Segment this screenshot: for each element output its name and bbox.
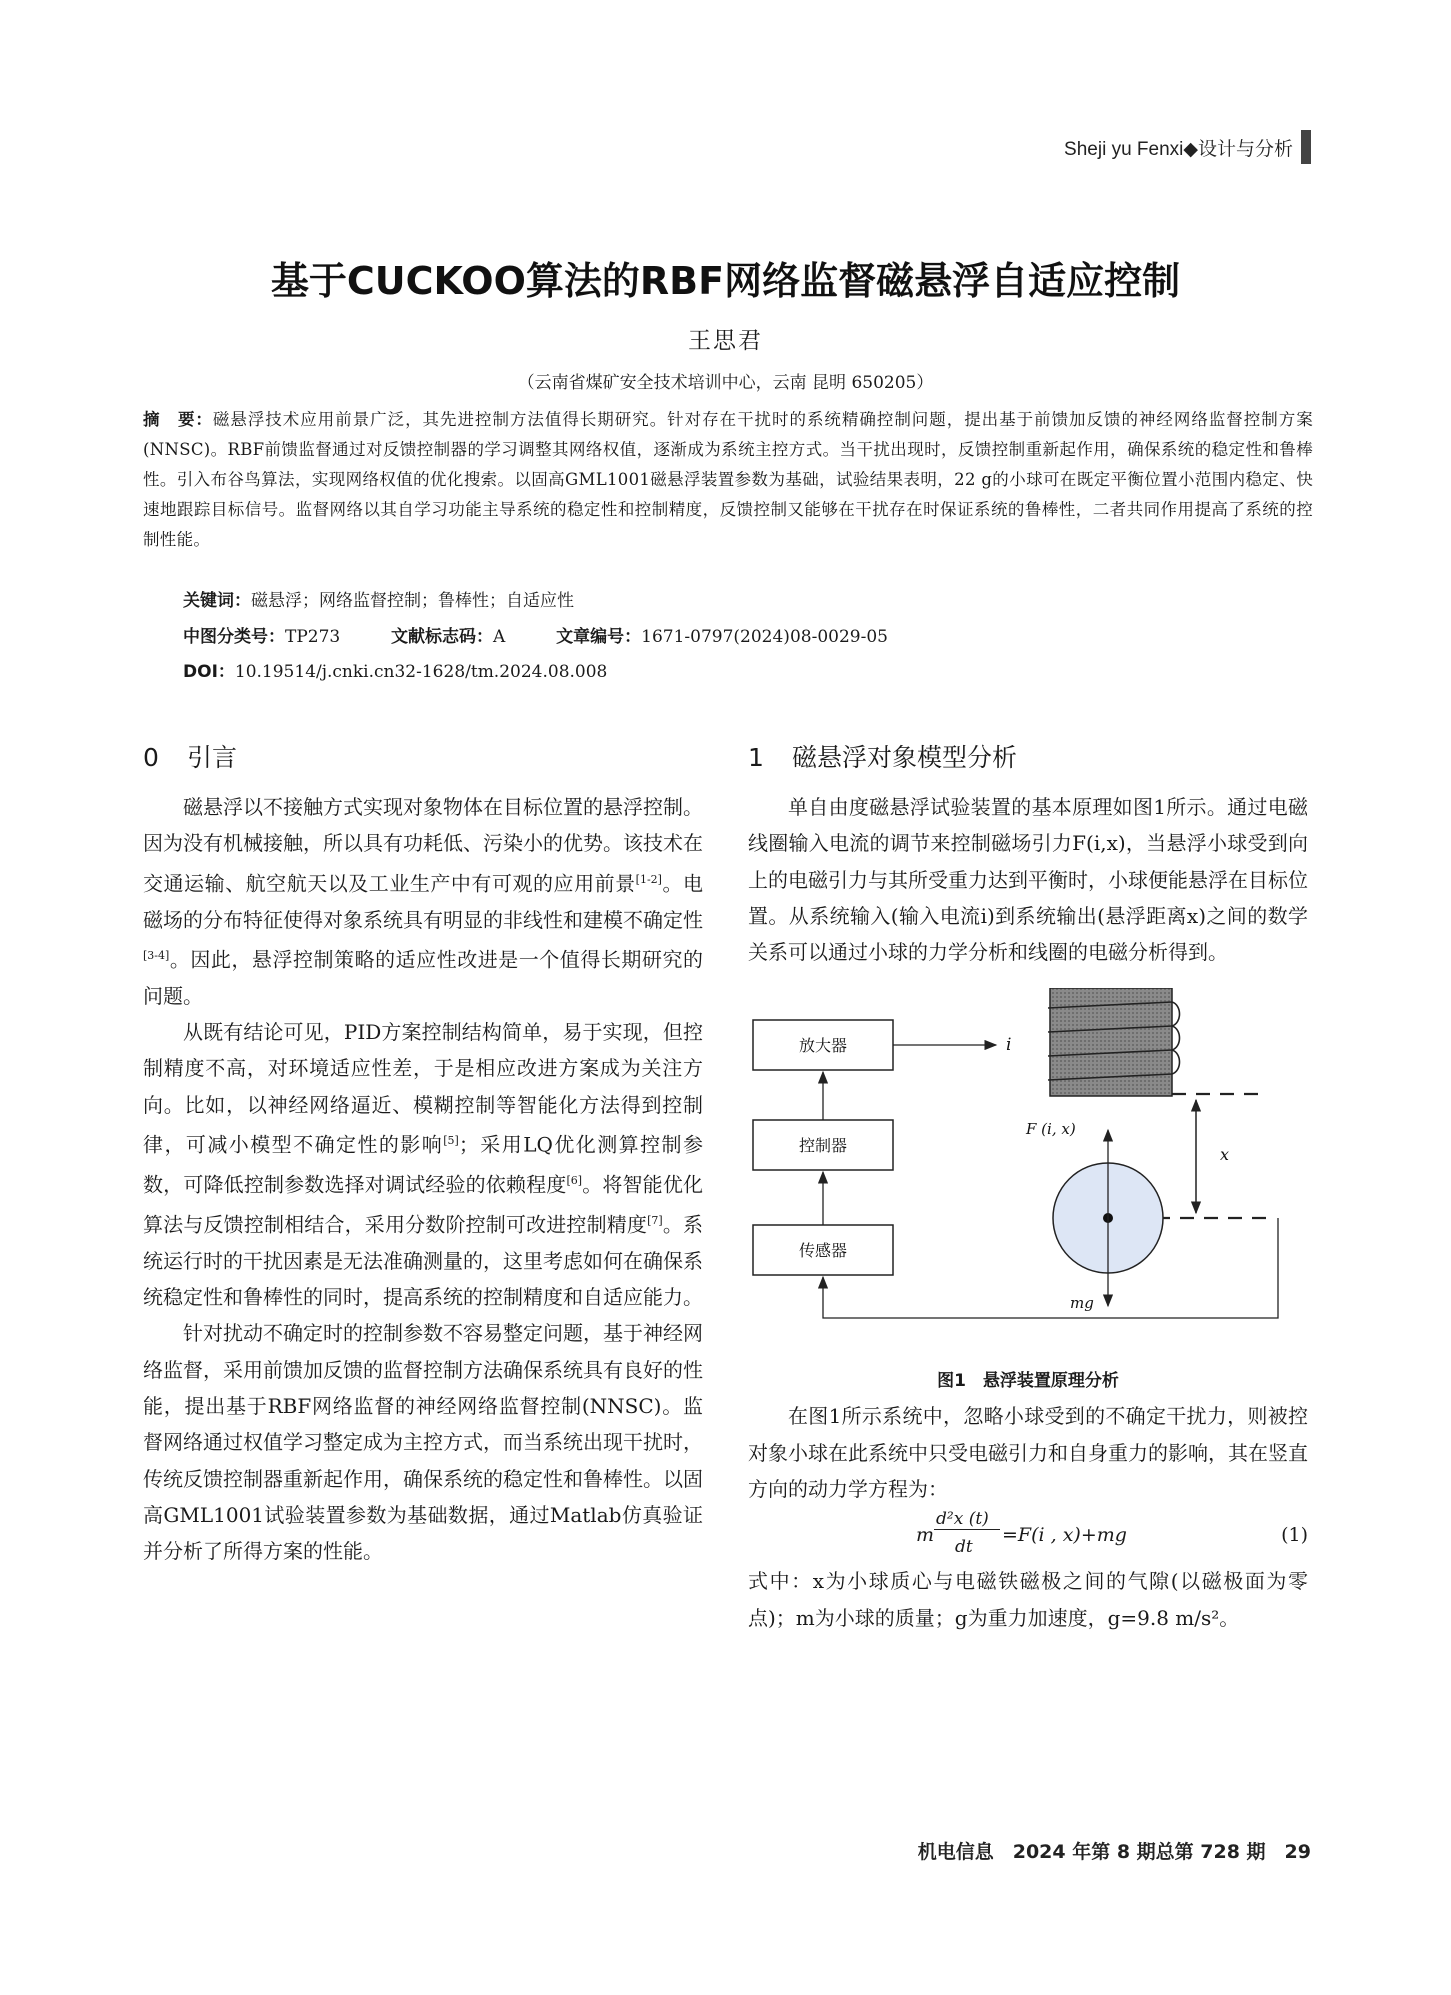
section0-heading xyxy=(143,740,703,776)
section1-number: 1 xyxy=(748,743,764,772)
paragraph: 单自由度磁悬浮试验装置的基本原理如图1所示。通过电磁线圈输入电流的调节来控制磁场引力F(i,x)，当悬浮小球受到向上的电磁引力与其所受重力达到平衡时，小球便能悬浮在目标位置。从系统输入(输入电流i)到系统输出(悬浮距离x)之间的数学关系可以通过小球的力学分析和线圈的电磁分析得到。 xyxy=(748,795,1308,965)
sensor-label: 传感器 xyxy=(798,1241,848,1261)
doi-text: 10.19514/j.cnki.cn32-1628/tm.2024.08.008 xyxy=(234,662,608,682)
section0-title: 引言 xyxy=(187,743,238,772)
abstract-text: 磁悬浮技术应用前景广泛，其先进控制方法值得长期研究。针对存在干扰时的系统精确控制问题，提出基于前馈加反馈的神经网络监督控制方案(NNSC)。RBF前馈监督通过对反馈控制器的学习调整其网络权值，逐渐成为系统主控方式。当干扰出现时，反馈控制重新起作用，确保系统的稳定性和鲁棒性。引入布谷鸟算法，实现网络权值的优化搜索。以固高GML1001磁悬浮装置参数为基础，试验结果表明，22 g的小球可在既定平衡位置小范围内稳定、快速地跟踪目标信号。监督网络以其自学习功能主导系统的稳定性和控制精度，反馈控制又能够在干扰存在时保证系统的鲁棒性，二者共同作用提高了系统的控制性能。 xyxy=(143,410,1313,549)
clc-label: 中图分类号： xyxy=(183,627,285,647)
left-column xyxy=(143,740,703,1570)
amplifier-label: 放大器 xyxy=(798,1036,848,1056)
page-footer: 机电信息 2024 年第 8 期总第 728 期 29 xyxy=(917,1841,1311,1863)
doi-label: DOI： xyxy=(183,662,235,682)
eq-rhs: =F(i , x)+mg xyxy=(1002,1524,1127,1547)
affiliation: （云南省煤矿安全技术培训中心，云南 昆明 650205） xyxy=(517,373,934,393)
citation: [3-4] xyxy=(143,948,170,962)
citation: [5] xyxy=(443,1133,459,1147)
eq-numerator: d²x (t) xyxy=(936,1509,989,1530)
equation1 xyxy=(748,1507,1308,1563)
running-title: Sheji yu Fenxi◆设计与分析 xyxy=(1064,138,1293,160)
gravity-label: mg xyxy=(1070,1294,1094,1313)
figure1-diagram xyxy=(748,988,1308,1368)
keywords xyxy=(183,586,574,611)
controller-label: 控制器 xyxy=(798,1136,848,1156)
doc-label: 文献标志码： xyxy=(391,627,494,647)
citation: [1-2] xyxy=(635,872,662,886)
paragraph: 针对扰动不确定时的控制参数不容易整定问题，基于神经网络监督，采用前馈加反馈的监督控制方法确保系统具有良好的性能，提出基于RBF网络监督的神经网络监督控制(NNSC)。监督网络通过权值学习整定成为主控方式，而当系统出现干扰时，传统反馈控制器重新起作用，确保系统的稳定性和鲁棒性。以固高GML1001试验装置参数为基础数据，通过Matlab仿真验证并分析了所得方案的性能。 xyxy=(143,1321,703,1564)
art-label: 文章编号： xyxy=(556,627,642,647)
distance-label: x xyxy=(1220,1145,1230,1165)
citation: [6] xyxy=(566,1173,583,1187)
eq-number: (1) xyxy=(1281,1524,1308,1547)
paper-title: 基于CUCKOO算法的RBF网络监督磁悬浮自适应控制 xyxy=(270,259,1181,303)
citation: [7] xyxy=(647,1213,663,1227)
author: 王思君 xyxy=(688,328,763,354)
running-header xyxy=(1064,130,1311,164)
section0-number: 0 xyxy=(143,743,159,772)
paragraph: 从既有结论可见，PID方案控制结构简单，易于实现，但控制精度不高，对环境适应性差，于是相应改进方案成为关注方向。比如，以神经网络逼近、模糊控制等智能化方法得到控制律，可减小模型不确定性的影响[5]；采用LQ优化测算控制参数，可降低控制参数选择对调试经验的依赖程度[6]。将智能优化算法与反馈控制相结合，采用分数阶控制可改进控制精度[7]。系统运行时的干扰因素是无法准确测量的，这里考虑如何在确保系统稳定性和鲁棒性的同时，提高系统的控制精度和自适应能力。 xyxy=(143,1020,704,1310)
doi xyxy=(183,657,607,682)
paragraph: 在图1所示系统中，忽略小球受到的不确定干扰力，则被控对象小球在此系统中只受电磁引力和自身重力的影响，其在竖直方向的动力学方程为： xyxy=(748,1404,1308,1502)
keywords-text: 磁悬浮；网络监督控制；鲁棒性；自适应性 xyxy=(251,591,574,611)
figure1-caption: 图1 悬浮装置原理分析 xyxy=(937,1371,1119,1392)
section1-title: 磁悬浮对象模型分析 xyxy=(792,743,1018,772)
figure1 xyxy=(748,988,1308,1368)
paragraph: 磁悬浮以不接触方式实现对象物体在目标位置的悬浮控制。因为没有机械接触，所以具有功耗低、污染小的优势。该技术在交通运输、航空航天以及工业生产中有可观的应用前景[1-2]。电磁场的分布特征使得对象系统具有明显的非线性和建模不确定性[3-4]。因此，悬浮控制策略的适应性改进是一个值得长期研究的问题。 xyxy=(143,795,704,1008)
art-value: 1671-0797(2024)08-0029-05 xyxy=(641,627,888,647)
doc-value: A xyxy=(493,627,506,647)
clc-value: TP273 xyxy=(285,627,341,647)
classification xyxy=(183,622,888,647)
section1-heading xyxy=(748,740,1308,776)
eq-m: m xyxy=(916,1524,935,1547)
header-bar xyxy=(1301,130,1311,164)
right-column xyxy=(748,740,1308,1636)
paragraph: 式中：x为小球质心与电磁铁磁极之间的气隙(以磁极面为零点)；m为小球的质量；g为重力加速度，g=9.8 m/s²。 xyxy=(748,1569,1308,1630)
abstract xyxy=(143,405,1313,555)
eq-denominator: dt xyxy=(955,1537,973,1558)
force-label: F (i, x) xyxy=(1026,1120,1076,1139)
current-label: i xyxy=(1006,1035,1012,1056)
abstract-label: 摘 要： xyxy=(143,410,213,429)
keywords-label: 关键词： xyxy=(183,591,251,611)
